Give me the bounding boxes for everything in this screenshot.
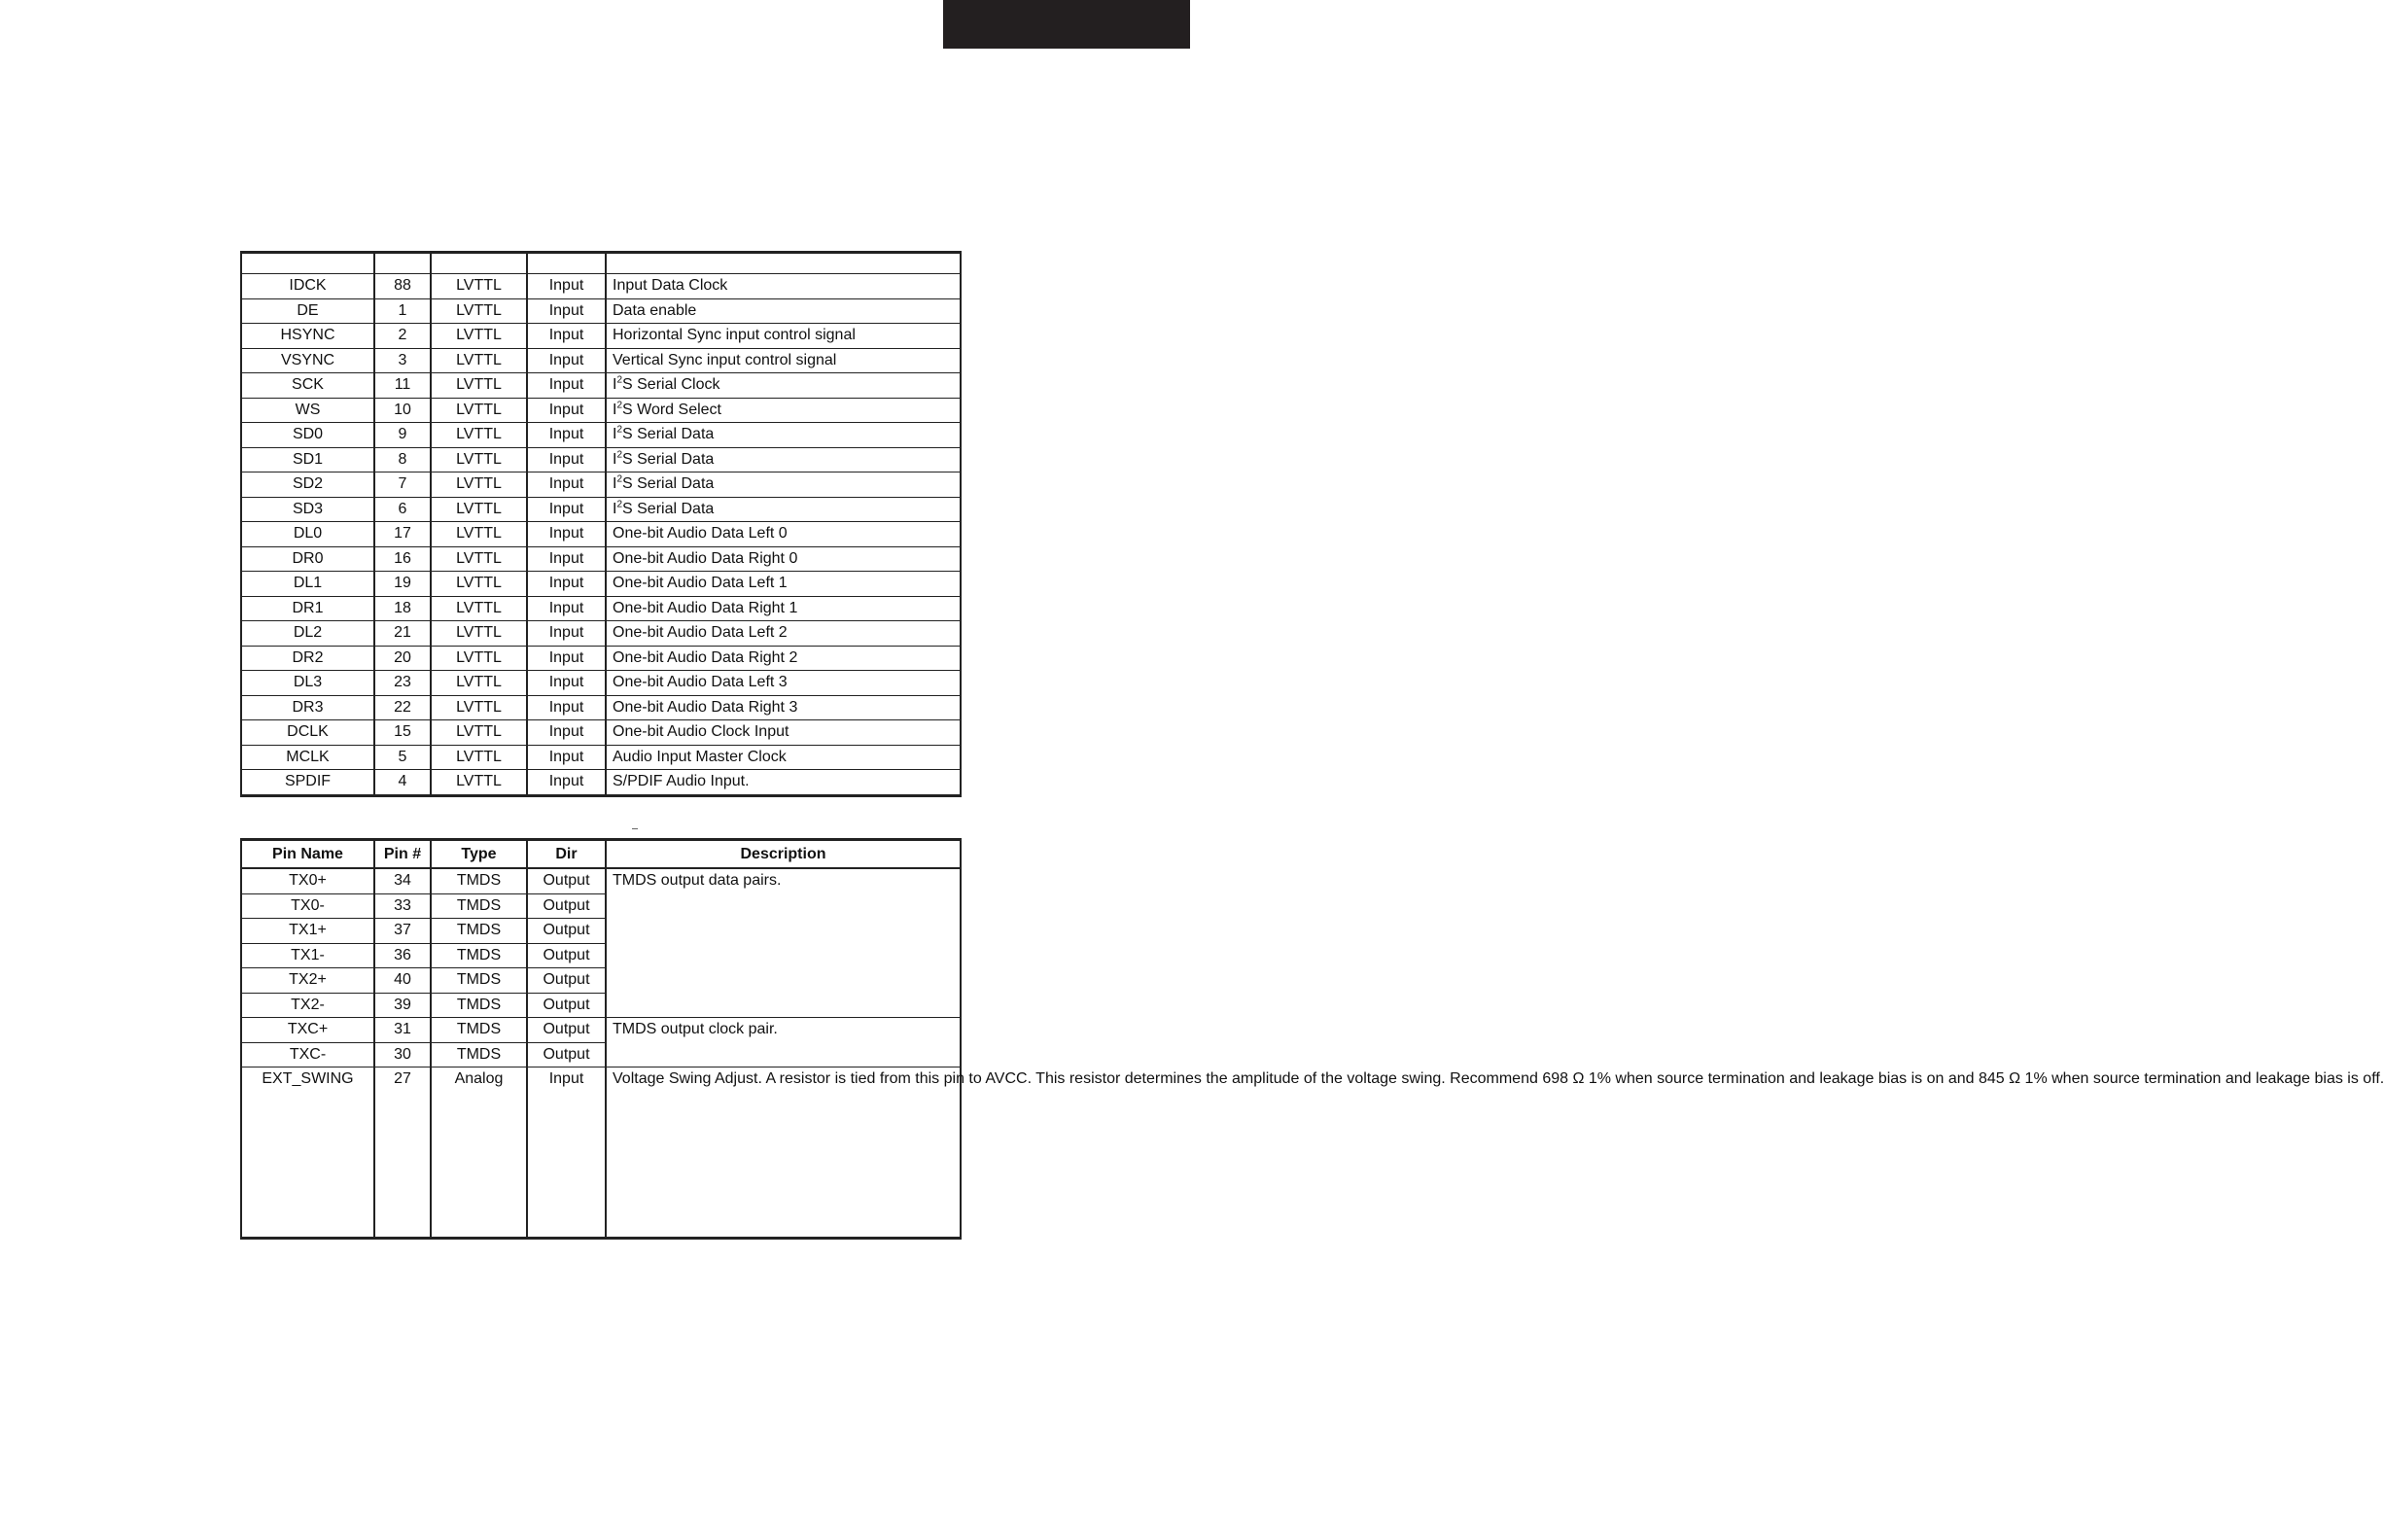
pin-dir-cell: Output	[527, 993, 606, 1018]
pin-type-cell: TMDS	[431, 943, 527, 968]
pin-number-cell: 8	[374, 447, 431, 472]
pin-name-cell: DL0	[241, 522, 374, 547]
pin-type-cell: LVTTL	[431, 621, 527, 647]
pin-name-cell: SD1	[241, 447, 374, 472]
table-row	[241, 646, 961, 671]
tmds-output-pin-table	[240, 838, 2384, 1240]
pin-name-cell: DL1	[241, 572, 374, 597]
pin-dir-cell: Input	[527, 572, 606, 597]
pin-description-cell: Input Data Clock	[606, 274, 961, 299]
table-row	[241, 497, 961, 522]
pin-name-cell: DL3	[241, 671, 374, 696]
table-row	[241, 472, 961, 498]
pin-dir-cell: Input	[527, 324, 606, 349]
description-data-pairs-cell: TMDS output data pairs.	[606, 868, 961, 1018]
pin-number-cell: 10	[374, 398, 431, 423]
pin-number-cell: 7	[374, 472, 431, 498]
pin-description-cell: One-bit Audio Data Left 3	[606, 671, 961, 696]
pin-name-cell: WS	[241, 398, 374, 423]
table-row	[241, 423, 961, 448]
pin-dir-cell: Output	[527, 1018, 606, 1043]
header-dir: Dir	[527, 840, 606, 869]
pin-type-cell: LVTTL	[431, 720, 527, 746]
pin-dir-cell: Input	[527, 373, 606, 399]
desc-text: S Serial Clock	[622, 376, 720, 394]
desc-superscript: 2	[616, 449, 623, 461]
pin-type-cell: LVTTL	[431, 472, 527, 498]
blank-header-cell	[431, 253, 527, 274]
desc-superscript: 2	[616, 400, 623, 411]
pin-type-cell: TMDS	[431, 919, 527, 944]
pin-dir-cell: Output	[527, 919, 606, 944]
table-row	[241, 522, 961, 547]
pin-dir-cell: Input	[527, 398, 606, 423]
pin-description-cell: Data enable	[606, 298, 961, 324]
pin-name-cell: DR3	[241, 695, 374, 720]
pin-dir-cell: Output	[527, 893, 606, 919]
pin-dir-cell: Input	[527, 348, 606, 373]
pin-type-cell: TMDS	[431, 893, 527, 919]
pin-type-cell: LVTTL	[431, 522, 527, 547]
table-row	[241, 324, 961, 349]
blank-header-cell	[374, 253, 431, 274]
pin-name-cell: TXC-	[241, 1042, 374, 1068]
pin-dir-cell: Input	[527, 447, 606, 472]
desc-text: S Serial Data	[622, 500, 715, 517]
table-row	[241, 720, 961, 746]
pin-type-cell: LVTTL	[431, 770, 527, 796]
pin-number-cell: 40	[374, 968, 431, 994]
pin-dir-cell: Input	[527, 621, 606, 647]
desc-prefix: I	[613, 376, 617, 394]
pin-number-cell: 17	[374, 522, 431, 547]
pin-name-cell: DR0	[241, 546, 374, 572]
pin-number-cell: 37	[374, 919, 431, 944]
pin-name-cell: EXT_SWING	[241, 1068, 374, 1239]
pin-dir-cell: Input	[527, 646, 606, 671]
pin-description-cell: S/PDIF Audio Input.	[606, 770, 961, 796]
table-row	[241, 596, 961, 621]
pin-description-cell: One-bit Audio Data Right 3	[606, 695, 961, 720]
desc-text: S Serial Data	[622, 426, 715, 443]
pin-name-cell: DCLK	[241, 720, 374, 746]
pin-number-cell: 31	[374, 1018, 431, 1043]
pin-dir-cell: Input	[527, 472, 606, 498]
pin-name-cell: TX1+	[241, 919, 374, 944]
pin-type-cell: TMDS	[431, 1042, 527, 1068]
table-row	[241, 373, 961, 399]
desc-superscript: 2	[616, 374, 623, 386]
pin-description-cell: One-bit Audio Clock Input	[606, 720, 961, 746]
pin-description-cell: Audio Input Master Clock	[606, 745, 961, 770]
pin-name-cell: SCK	[241, 373, 374, 399]
pin-type-cell: TMDS	[431, 968, 527, 994]
pin-dir-cell: Input	[527, 274, 606, 299]
table-row	[241, 298, 961, 324]
pin-dir-cell: Input	[527, 770, 606, 796]
pin-number-cell: 30	[374, 1042, 431, 1068]
pin-dir-cell: Input	[527, 720, 606, 746]
desc-superscript: 2	[616, 473, 623, 485]
blank-header-cell	[527, 253, 606, 274]
pin-number-cell: 88	[374, 274, 431, 299]
pin-number-cell: 20	[374, 646, 431, 671]
pin-type-cell: LVTTL	[431, 572, 527, 597]
desc-text: S Serial Data	[622, 475, 715, 493]
pin-type-cell: TMDS	[431, 993, 527, 1018]
table-row	[241, 348, 961, 373]
description-clock-pair-cell: TMDS output clock pair.	[606, 1018, 961, 1068]
pin-type-cell: LVTTL	[431, 398, 527, 423]
pin-description-cell: One-bit Audio Data Left 2	[606, 621, 961, 647]
pin-name-cell: VSYNC	[241, 348, 374, 373]
pin-type-cell: LVTTL	[431, 274, 527, 299]
blank-header-cell	[241, 253, 374, 274]
pin-dir-cell: Input	[527, 546, 606, 572]
pin-type-cell: LVTTL	[431, 695, 527, 720]
table-header-row	[241, 840, 961, 869]
header-pin-name: Pin Name	[241, 840, 374, 869]
desc-prefix: I	[613, 475, 617, 493]
pin-type-cell: LVTTL	[431, 745, 527, 770]
pin-name-cell: HSYNC	[241, 324, 374, 349]
pin-number-cell: 21	[374, 621, 431, 647]
desc-prefix: I	[613, 450, 617, 468]
divider-dash	[632, 828, 638, 829]
pin-dir-cell: Input	[527, 522, 606, 547]
table-row	[241, 398, 961, 423]
pin-number-cell: 4	[374, 770, 431, 796]
corner-tab-block	[943, 0, 1190, 49]
pin-name-cell: TXC+	[241, 1018, 374, 1043]
header-description: Description	[606, 840, 961, 869]
blank-header-cell	[606, 253, 961, 274]
pin-name-cell: DR1	[241, 596, 374, 621]
pin-type-cell: Analog	[431, 1068, 527, 1239]
pin-dir-cell: Output	[527, 943, 606, 968]
pin-type-cell: LVTTL	[431, 546, 527, 572]
pin-number-cell: 39	[374, 993, 431, 1018]
pin-number-cell: 27	[374, 1068, 431, 1239]
pin-number-cell: 9	[374, 423, 431, 448]
table-row	[241, 695, 961, 720]
pin-name-cell: SD2	[241, 472, 374, 498]
pin-name-cell: MCLK	[241, 745, 374, 770]
pin-type-cell: LVTTL	[431, 423, 527, 448]
pin-name-cell: IDCK	[241, 274, 374, 299]
pin-number-cell: 6	[374, 497, 431, 522]
description-ext-swing-cell: Voltage Swing Adjust. A resistor is tied from this pin to AVCC. This resistor determines the amplitude of the voltage swing. Recommend 698 Ω 1% when source termination and leakage bias is on and 845 Ω 1% when source termination and leakage bias is off.	[606, 1068, 961, 1239]
pin-name-cell: TX1-	[241, 943, 374, 968]
pin-number-cell: 11	[374, 373, 431, 399]
desc-prefix: I	[613, 426, 617, 443]
table-row	[241, 621, 961, 647]
pin-dir-cell: Output	[527, 868, 606, 893]
pin-number-cell: 18	[374, 596, 431, 621]
pin-name-cell: DR2	[241, 646, 374, 671]
pin-number-cell: 36	[374, 943, 431, 968]
pin-number-cell: 19	[374, 572, 431, 597]
pin-dir-cell: Input	[527, 1068, 606, 1239]
pin-number-cell: 23	[374, 671, 431, 696]
pin-type-cell: TMDS	[431, 868, 527, 893]
table-row	[241, 1018, 961, 1043]
desc-text: S Serial Data	[622, 450, 715, 468]
pin-dir-cell: Output	[527, 968, 606, 994]
pin-description-cell	[606, 447, 961, 472]
pin-description-cell	[606, 423, 961, 448]
pin-dir-cell: Input	[527, 671, 606, 696]
pin-dir-cell: Input	[527, 423, 606, 448]
pin-number-cell: 22	[374, 695, 431, 720]
header-pin-number: Pin #	[374, 840, 431, 869]
pin-number-cell: 16	[374, 546, 431, 572]
pin-type-cell: LVTTL	[431, 497, 527, 522]
pin-name-cell: TX0-	[241, 893, 374, 919]
audio-video-input-pin-table	[240, 251, 962, 797]
pin-type-cell: LVTTL	[431, 646, 527, 671]
pin-dir-cell: Input	[527, 497, 606, 522]
pin-dir-cell: Input	[527, 695, 606, 720]
desc-text: S Word Select	[622, 401, 721, 418]
pin-dir-cell: Input	[527, 596, 606, 621]
pin-type-cell: LVTTL	[431, 348, 527, 373]
pin-dir-cell: Output	[527, 1042, 606, 1068]
table-row	[241, 572, 961, 597]
pin-type-cell: LVTTL	[431, 298, 527, 324]
pin-description-cell: One-bit Audio Data Left 1	[606, 572, 961, 597]
pin-number-cell: 15	[374, 720, 431, 746]
table-header-row-blank	[241, 253, 961, 274]
pin-number-cell: 3	[374, 348, 431, 373]
pin-name-cell: DL2	[241, 621, 374, 647]
pin-type-cell: LVTTL	[431, 373, 527, 399]
table-row	[241, 1068, 961, 1239]
desc-superscript: 2	[616, 499, 623, 510]
table-row	[241, 745, 961, 770]
pin-number-cell: 34	[374, 868, 431, 893]
pin-description-cell	[606, 373, 961, 399]
pin-description-cell: One-bit Audio Data Right 1	[606, 596, 961, 621]
pin-description-cell: One-bit Audio Data Left 0	[606, 522, 961, 547]
desc-superscript: 2	[616, 424, 623, 436]
pin-type-cell: LVTTL	[431, 447, 527, 472]
desc-prefix: I	[613, 500, 617, 517]
table-row	[241, 546, 961, 572]
pin-description-cell: One-bit Audio Data Right 0	[606, 546, 961, 572]
pin-name-cell: TX2-	[241, 993, 374, 1018]
table-row	[241, 868, 961, 893]
pin-type-cell: LVTTL	[431, 324, 527, 349]
table-row	[241, 447, 961, 472]
desc-prefix: I	[613, 401, 617, 418]
pin-dir-cell: Input	[527, 745, 606, 770]
table-row	[241, 671, 961, 696]
header-type: Type	[431, 840, 527, 869]
pin-name-cell: SPDIF	[241, 770, 374, 796]
pin-name-cell: DE	[241, 298, 374, 324]
pin-name-cell: SD3	[241, 497, 374, 522]
pin-type-cell: LVTTL	[431, 671, 527, 696]
pin-name-cell: TX0+	[241, 868, 374, 893]
pin-number-cell: 2	[374, 324, 431, 349]
pin-description-cell: One-bit Audio Data Right 2	[606, 646, 961, 671]
pin-name-cell: SD0	[241, 423, 374, 448]
pin-description-cell: Horizontal Sync input control signal	[606, 324, 961, 349]
pin-number-cell: 1	[374, 298, 431, 324]
pin-type-cell: TMDS	[431, 1018, 527, 1043]
pin-name-cell: TX2+	[241, 968, 374, 994]
table-row	[241, 770, 961, 796]
pin-type-cell: LVTTL	[431, 596, 527, 621]
pin-description-cell	[606, 497, 961, 522]
pin-description-cell: Vertical Sync input control signal	[606, 348, 961, 373]
pin-description-cell	[606, 472, 961, 498]
pin-number-cell: 5	[374, 745, 431, 770]
pin-number-cell: 33	[374, 893, 431, 919]
pin-dir-cell: Input	[527, 298, 606, 324]
pin-description-cell	[606, 398, 961, 423]
table-row	[241, 274, 961, 299]
